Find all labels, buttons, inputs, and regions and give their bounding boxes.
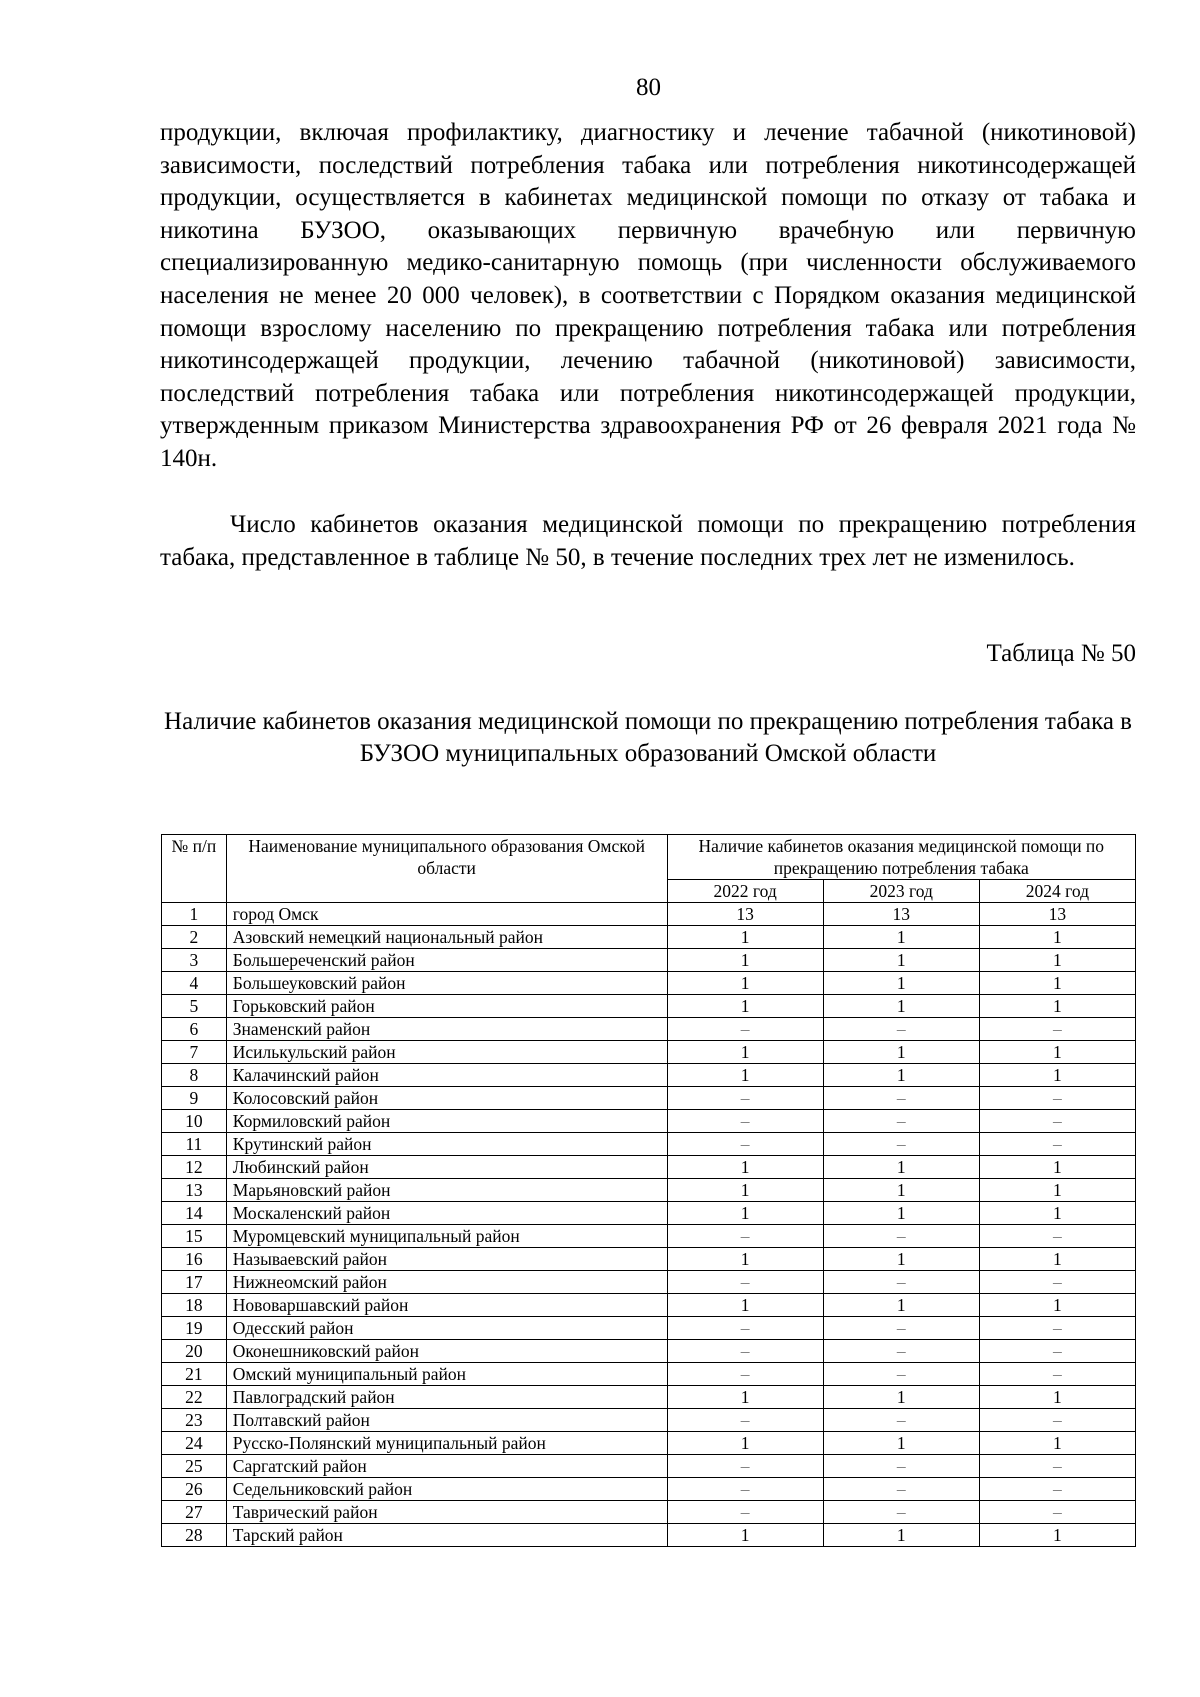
row-number: 23 — [162, 1409, 227, 1432]
row-number: 21 — [162, 1363, 227, 1386]
row-name: Павлоградский район — [226, 1386, 667, 1409]
row-value-2023: 1 — [823, 972, 979, 995]
row-name: Тарский район — [226, 1524, 667, 1547]
table-row — [162, 1432, 1136, 1455]
row-value-2024: 1 — [979, 1064, 1135, 1087]
row-value-2023: 1 — [823, 1524, 979, 1547]
header-year-2024: 2024 год — [979, 880, 1135, 903]
row-value-2024: – — [979, 1110, 1135, 1133]
row-name: Кормиловский район — [226, 1110, 667, 1133]
row-value-2022: 1 — [667, 1248, 823, 1271]
row-value-2024: 13 — [979, 903, 1135, 926]
row-name: Горьковский район — [226, 995, 667, 1018]
row-number: 3 — [162, 949, 227, 972]
row-value-2023: 1 — [823, 1179, 979, 1202]
row-value-2024: – — [979, 1478, 1135, 1501]
row-value-2023: – — [823, 1225, 979, 1248]
row-number: 8 — [162, 1064, 227, 1087]
row-number: 7 — [162, 1041, 227, 1064]
row-value-2022: – — [667, 1317, 823, 1340]
table-title: Наличие кабинетов оказания медицинской помощи по прекращению потребления табака в БУЗОО муниципальных образований Омской области — [164, 708, 1132, 767]
row-name: Муромцевский муниципальный район — [226, 1225, 667, 1248]
row-name: Одесский район — [226, 1317, 667, 1340]
table-row — [162, 1317, 1136, 1340]
table-row — [162, 1133, 1136, 1156]
row-value-2023: – — [823, 1478, 979, 1501]
row-value-2024: 1 — [979, 995, 1135, 1018]
row-value-2022: 1 — [667, 1202, 823, 1225]
row-number: 26 — [162, 1478, 227, 1501]
row-value-2023: – — [823, 1087, 979, 1110]
row-value-2022: – — [667, 1409, 823, 1432]
row-name: Омский муниципальный район — [226, 1363, 667, 1386]
table-row — [162, 926, 1136, 949]
row-name: Оконешниковский район — [226, 1340, 667, 1363]
row-value-2024: – — [979, 1225, 1135, 1248]
row-number: 12 — [162, 1156, 227, 1179]
row-value-2024: 1 — [979, 1248, 1135, 1271]
row-value-2023: 1 — [823, 1386, 979, 1409]
row-value-2024: 1 — [979, 1524, 1135, 1547]
row-value-2024: 1 — [979, 1432, 1135, 1455]
header-year-2023: 2023 год — [823, 880, 979, 903]
row-value-2023: 1 — [823, 949, 979, 972]
row-value-2022: 1 — [667, 1294, 823, 1317]
row-value-2022: – — [667, 1110, 823, 1133]
row-value-2022: 1 — [667, 1041, 823, 1064]
row-number: 18 — [162, 1294, 227, 1317]
row-value-2024: 1 — [979, 926, 1135, 949]
table-row — [162, 1225, 1136, 1248]
table-row — [162, 995, 1136, 1018]
table-row — [162, 1087, 1136, 1110]
row-value-2022: – — [667, 1133, 823, 1156]
row-name: Саргатский район — [226, 1455, 667, 1478]
row-value-2022: – — [667, 1225, 823, 1248]
table-row — [162, 1409, 1136, 1432]
row-value-2023: 1 — [823, 1041, 979, 1064]
row-number: 13 — [162, 1179, 227, 1202]
row-value-2022: 1 — [667, 926, 823, 949]
row-name: Полтавский район — [226, 1409, 667, 1432]
row-value-2022: 1 — [667, 1524, 823, 1547]
row-number: 2 — [162, 926, 227, 949]
row-value-2022: – — [667, 1087, 823, 1110]
row-value-2023: 1 — [823, 1294, 979, 1317]
row-name: Москаленский район — [226, 1202, 667, 1225]
table-row — [162, 972, 1136, 995]
row-value-2024: 1 — [979, 1202, 1135, 1225]
row-name: Исилькульский район — [226, 1041, 667, 1064]
table-row — [162, 1294, 1136, 1317]
table-row — [162, 1455, 1136, 1478]
row-value-2022: 1 — [667, 1156, 823, 1179]
page-number: 80 — [636, 74, 661, 101]
row-name: Марьяновский район — [226, 1179, 667, 1202]
row-number: 9 — [162, 1087, 227, 1110]
row-name: Крутинский район — [226, 1133, 667, 1156]
row-value-2023: – — [823, 1317, 979, 1340]
row-number: 5 — [162, 995, 227, 1018]
table-row — [162, 1340, 1136, 1363]
row-value-2022: – — [667, 1478, 823, 1501]
row-value-2024: – — [979, 1340, 1135, 1363]
row-value-2024: – — [979, 1363, 1135, 1386]
row-value-2023: 1 — [823, 926, 979, 949]
row-value-2022: – — [667, 1018, 823, 1041]
row-value-2023: – — [823, 1271, 979, 1294]
row-value-2024: – — [979, 1409, 1135, 1432]
data-table — [161, 834, 1136, 1547]
row-value-2023: – — [823, 1363, 979, 1386]
row-number: 24 — [162, 1432, 227, 1455]
row-value-2024: – — [979, 1018, 1135, 1041]
row-value-2023: 1 — [823, 995, 979, 1018]
table-row — [162, 1156, 1136, 1179]
row-number: 10 — [162, 1110, 227, 1133]
row-value-2022: 1 — [667, 972, 823, 995]
row-name: Любинский район — [226, 1156, 667, 1179]
table-body — [162, 903, 1136, 1547]
row-name: Большеуковский район — [226, 972, 667, 995]
row-number: 25 — [162, 1455, 227, 1478]
table-row — [162, 1064, 1136, 1087]
table-row — [162, 903, 1136, 926]
row-value-2023: – — [823, 1340, 979, 1363]
row-value-2022: – — [667, 1455, 823, 1478]
row-value-2023: – — [823, 1133, 979, 1156]
row-value-2023: 13 — [823, 903, 979, 926]
row-value-2023: – — [823, 1018, 979, 1041]
row-name: Калачинский район — [226, 1064, 667, 1087]
table-row — [162, 1041, 1136, 1064]
row-number: 6 — [162, 1018, 227, 1041]
row-value-2024: 1 — [979, 949, 1135, 972]
row-name: город Омск — [226, 903, 667, 926]
row-value-2024: – — [979, 1133, 1135, 1156]
row-number: 22 — [162, 1386, 227, 1409]
table-row — [162, 1386, 1136, 1409]
row-number: 15 — [162, 1225, 227, 1248]
table-row — [162, 1018, 1136, 1041]
row-value-2024: – — [979, 1317, 1135, 1340]
row-value-2024: 1 — [979, 1386, 1135, 1409]
row-value-2024: 1 — [979, 972, 1135, 995]
row-value-2024: – — [979, 1455, 1135, 1478]
row-name: Седельниковский район — [226, 1478, 667, 1501]
row-name: Таврический район — [226, 1501, 667, 1524]
row-number: 1 — [162, 903, 227, 926]
row-value-2023: 1 — [823, 1202, 979, 1225]
row-number: 14 — [162, 1202, 227, 1225]
row-value-2022: 1 — [667, 1432, 823, 1455]
row-value-2022: – — [667, 1363, 823, 1386]
row-value-2023: 1 — [823, 1248, 979, 1271]
row-value-2024: – — [979, 1501, 1135, 1524]
row-number: 20 — [162, 1340, 227, 1363]
row-value-2023: – — [823, 1110, 979, 1133]
row-value-2022: – — [667, 1271, 823, 1294]
row-name: Большереченский район — [226, 949, 667, 972]
row-name: Колосовский район — [226, 1087, 667, 1110]
row-name: Нововаршавский район — [226, 1294, 667, 1317]
table-row — [162, 1110, 1136, 1133]
row-number: 4 — [162, 972, 227, 995]
row-name: Нижнеомский район — [226, 1271, 667, 1294]
row-value-2024: – — [979, 1087, 1135, 1110]
row-value-2022: 1 — [667, 1386, 823, 1409]
paragraph-summary: Число кабинетов оказания медицинской помощи по прекращению потребления табака, представленное в таблице № 50, в течение последних трех лет не изменилось. — [160, 511, 1136, 571]
table-row — [162, 1478, 1136, 1501]
row-value-2023: 1 — [823, 1064, 979, 1087]
row-value-2022: 1 — [667, 995, 823, 1018]
table-row — [162, 949, 1136, 972]
row-value-2023: – — [823, 1455, 979, 1478]
table-row — [162, 1179, 1136, 1202]
row-value-2022: – — [667, 1501, 823, 1524]
row-name: Знаменский район — [226, 1018, 667, 1041]
row-value-2022: 1 — [667, 1179, 823, 1202]
row-value-2024: 1 — [979, 1041, 1135, 1064]
row-number: 19 — [162, 1317, 227, 1340]
row-value-2024: 1 — [979, 1179, 1135, 1202]
row-value-2023: – — [823, 1501, 979, 1524]
row-number: 28 — [162, 1524, 227, 1547]
table-row — [162, 1501, 1136, 1524]
paragraph-main: продукции, включая профилактику, диагностику и лечение табачной (никотиновой) зависимости, последствий потребления табака или потребления никотинсодержащей продукции, осуществляется в кабинетах медицинской помощи по отказу от табака и никотина БУЗОО, оказывающих первичную врачебную или первичную специализированную медико-санитарную помощь (при численности обслуживаемого населения не менее 20 000 человек), в соответствии с Порядком оказания медицинской помощи взрослому населению по прекращению потребления табака или потребления никотинсодержащей продукции, лечению табачной (никотиновой) зависимости, последствий потребления табака или потребления никотинсодержащей продукции, утвержденным приказом Министерства здравоохранения РФ от 26 февраля 2021 года № 140н. — [160, 119, 1136, 472]
row-value-2023: 1 — [823, 1156, 979, 1179]
row-value-2022: 1 — [667, 949, 823, 972]
row-value-2022: – — [667, 1340, 823, 1363]
row-number: 27 — [162, 1501, 227, 1524]
row-value-2024: 1 — [979, 1294, 1135, 1317]
row-name: Азовский немецкий национальный район — [226, 926, 667, 949]
row-value-2023: – — [823, 1409, 979, 1432]
header-num: № п/п — [162, 835, 227, 903]
row-name: Называевский район — [226, 1248, 667, 1271]
row-value-2022: 13 — [667, 903, 823, 926]
row-number: 16 — [162, 1248, 227, 1271]
row-name: Русско-Полянский муниципальный район — [226, 1432, 667, 1455]
header-group: Наличие кабинетов оказания медицинской помощи по прекращению потребления табака — [667, 835, 1135, 880]
table-row — [162, 1248, 1136, 1271]
table-row — [162, 1271, 1136, 1294]
header-name: Наименование муниципального образования Омской области — [226, 835, 667, 903]
table-row — [162, 1524, 1136, 1547]
header-year-2022: 2022 год — [667, 880, 823, 903]
row-number: 17 — [162, 1271, 227, 1294]
row-value-2024: 1 — [979, 1156, 1135, 1179]
row-value-2024: – — [979, 1271, 1135, 1294]
table-row — [162, 1202, 1136, 1225]
row-number: 11 — [162, 1133, 227, 1156]
row-value-2022: 1 — [667, 1064, 823, 1087]
table-caption: Таблица № 50 — [986, 640, 1136, 667]
row-value-2023: 1 — [823, 1432, 979, 1455]
table-row — [162, 1363, 1136, 1386]
